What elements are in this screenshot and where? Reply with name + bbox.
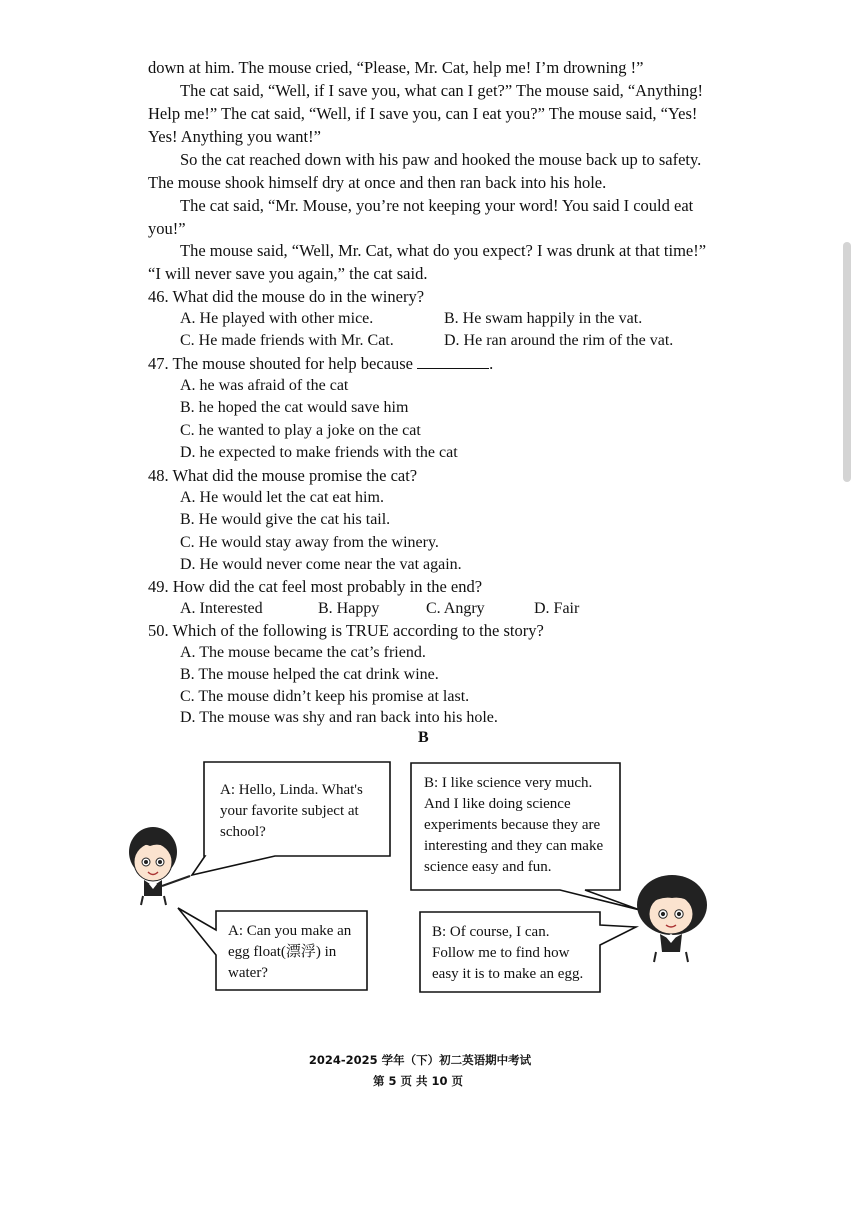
- story-line-8: you!”: [148, 219, 186, 238]
- q47-option-a: A. he was afraid of the cat: [180, 377, 349, 394]
- question-48-stem: 48. What did the mouse promise the cat?: [148, 466, 418, 485]
- bubble-3-line: water?: [228, 965, 268, 981]
- q50-option-d: D. The mouse was shy and ran back into his hole.: [180, 709, 498, 726]
- speech-bubble-2: [412, 765, 618, 886]
- q46-option-c: C. He made friends with Mr. Cat.: [180, 332, 394, 349]
- q46-option-a: A. He played with other mice.: [180, 310, 374, 327]
- q48-option-a: A. He would let the cat eat him.: [180, 489, 384, 506]
- story-line-1: down at him. The mouse cried, “Please, Mr. Cat, help me! I’m drowning !”: [148, 58, 644, 77]
- footer-exam-title: 2024-2025 学年（下）初二英语期中考试: [308, 1053, 532, 1067]
- vertical-scrollbar[interactable]: [843, 242, 851, 482]
- q47-option-b: B. he hoped the cat would save him: [180, 399, 409, 416]
- q48-option-b: B. He would give the cat his tail.: [180, 511, 391, 528]
- question-50-stem: 50. Which of the following is TRUE according to the story?: [148, 621, 544, 640]
- q49-option-b: B. Happy: [318, 600, 380, 617]
- q47-stem-end: .: [489, 354, 494, 373]
- q50-option-b: B. The mouse helped the cat drink wine.: [180, 666, 439, 683]
- q50-option-a: A. The mouse became the cat’s friend.: [180, 644, 426, 661]
- question-46-stem: 46. What did the mouse do in the winery?: [148, 287, 425, 306]
- bubble-2-line: science easy and fun.: [424, 859, 552, 875]
- bubble-2-line: B: I like science very much.: [424, 775, 593, 791]
- q50-option-c: C. The mouse didn’t keep his promise at last.: [180, 688, 470, 705]
- story-line-6: The mouse shook himself dry at once and then ran back into his hole.: [148, 173, 607, 192]
- bubble-4-line: Follow me to find how: [432, 945, 570, 961]
- q49-option-d: D. Fair: [534, 600, 580, 617]
- bubble-1-line: A: Hello, Linda. What's: [220, 782, 363, 798]
- bubble-1-line: your favorite subject at: [220, 803, 359, 819]
- bubble-3-line: A: Can you make an: [228, 923, 352, 939]
- q47-option-d: D. he expected to make friends with the cat: [180, 444, 458, 461]
- q48-option-d: D. He would never come near the vat again.: [180, 556, 462, 573]
- story-line-7: The cat said, “Mr. Mouse, you’re not keeping your word! You said I could eat: [180, 196, 694, 215]
- speech-bubble-1: [208, 772, 388, 851]
- q48-option-c: C. He would stay away from the winery.: [180, 534, 439, 551]
- story-line-4: Yes! Anything you want!”: [148, 127, 321, 146]
- q47-option-c: C. he wanted to play a joke on the cat: [180, 422, 421, 439]
- story-line-3: Help me!” The cat said, “Well, if I save you, can I eat you?” The mouse said, “Yes!: [148, 104, 698, 123]
- speech-bubble-3: [216, 913, 366, 992]
- q46-option-b: B. He swam happily in the vat.: [444, 310, 643, 327]
- bubble-4-line: easy it is to make an egg.: [432, 966, 584, 982]
- q46-option-d: D. He ran around the rim of the vat.: [444, 332, 674, 349]
- q49-option-a: A. Interested: [180, 600, 263, 617]
- story-line-5: So the cat reached down with his paw and hooked the mouse back up to safety.: [180, 150, 702, 169]
- q49-option-c: C. Angry: [426, 600, 485, 617]
- story-line-9: The mouse said, “Well, Mr. Cat, what do you expect? I was drunk at that time!”: [180, 241, 707, 260]
- footer-page-number: 第 5 页 共 10 页: [372, 1074, 464, 1088]
- question-49-stem: 49. How did the cat feel most probably in the end?: [148, 577, 483, 596]
- boy-cartoon: [129, 827, 190, 905]
- bubble-2-line: experiments because they are: [424, 817, 601, 833]
- bubble-3-line: egg float(漂浮) in: [228, 944, 337, 960]
- bubble-1-line: school?: [220, 824, 266, 840]
- bubble-2-line: interesting and they can make: [424, 838, 604, 854]
- q47-stem-text: 47. The mouse shouted for help because: [148, 354, 413, 373]
- speech-bubble-4: [420, 914, 600, 993]
- section-b-heading: B: [418, 729, 429, 746]
- bubble-2-line: And I like doing science: [424, 796, 571, 812]
- girl-cartoon: [637, 875, 707, 962]
- bubble-4-line: B: Of course, I can.: [432, 924, 550, 940]
- story-line-10: “I will never save you again,” the cat said.: [148, 264, 428, 283]
- story-line-2: The cat said, “Well, if I save you, what can I get?” The mouse said, “Anything!: [180, 81, 703, 100]
